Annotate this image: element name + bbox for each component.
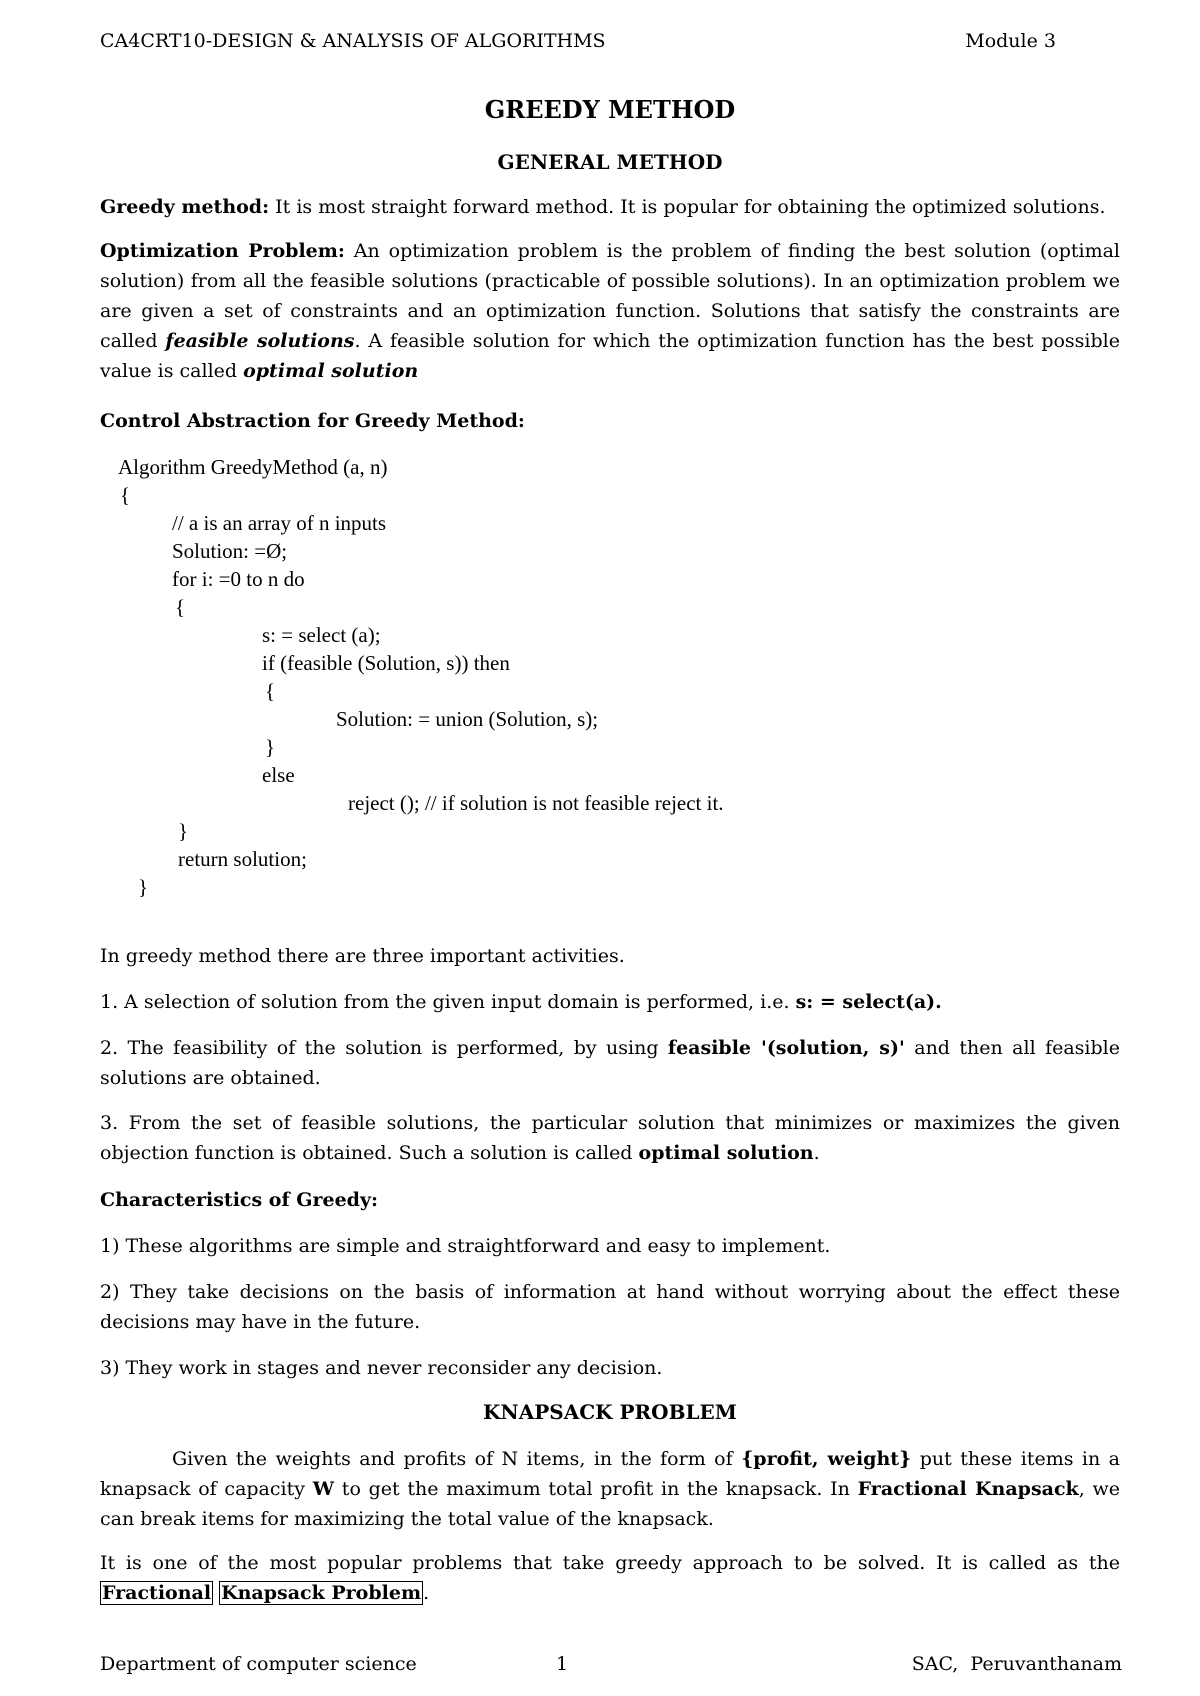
knapsack-p1-bold1: {profit, weight} [741, 1448, 912, 1470]
characteristic-3: 3) They work in stages and never reconsider any decision. [100, 1357, 663, 1379]
boxed-term-fractional: Fractional [102, 1582, 212, 1604]
activity-1-bold: s: = select(a). [795, 991, 942, 1013]
algo-line: s: = select (a); [262, 623, 381, 647]
algo-line: Solution: =Ø; [172, 539, 288, 563]
knapsack-p1-bold2: W [312, 1478, 335, 1500]
optimization-text2: . A feasible solution for which the optimization function has the best possible value is called [100, 330, 1120, 382]
activities-intro: In greedy method there are three important activities. [100, 945, 625, 967]
knapsack-p1-text3: to get the maximum total profit in the knapsack. In [334, 1478, 858, 1500]
characteristic-2: 2) They take decisions on the basis of information at hand without worrying about the effect these decisions may have in the future. [100, 1281, 1120, 1333]
knapsack-paragraph-2 [100, 1548, 1120, 1608]
greedy-label: Greedy method: [100, 196, 270, 218]
activity-1 [100, 987, 1120, 1017]
algo-line: { [120, 483, 131, 507]
activity-3-text2: . [813, 1142, 820, 1164]
footer-institution: SAC, Peruvanthanam [911, 1653, 1122, 1675]
knapsack-p1-bold3: Fractional Knapsack [857, 1478, 1079, 1500]
knapsack-p2-text: It is one of the most popular problems that take greedy approach to be solved. It is called as the [100, 1552, 1120, 1574]
algo-line: } [178, 819, 189, 843]
knapsack-paragraph-1 [100, 1444, 1120, 1534]
knapsack-p1-text1: Given the weights and profits of N items, in the form of [172, 1448, 742, 1470]
algo-line: } [138, 875, 149, 899]
knapsack-title: KNAPSACK PROBLEM [483, 1400, 737, 1424]
greedy-definition [100, 192, 1120, 222]
algo-line: } [265, 735, 276, 759]
algo-line: for i: =0 to n do [172, 567, 305, 591]
algo-line: // a is an array of n inputs [172, 511, 387, 535]
activity-3 [100, 1108, 1120, 1168]
characteristic-1: 1) These algorithms are simple and straightforward and easy to implement. [100, 1235, 831, 1257]
algo-line: reject (); // if solution is not feasible reject it. [348, 791, 724, 815]
activity-2-bold: feasible '(solution, s)' [667, 1037, 905, 1059]
optimization-text1: An optimization problem is the problem of finding the best solution (optimal solution) from all the feasible solutions (practicable of possible solutions). In an optimization problem we are given a set of constraints and an optimization function. Solutions that satisfy the constraints are called [100, 240, 1121, 352]
footer-department: Department of computer science [100, 1653, 417, 1675]
knapsack-p1-text4: , we can break items for maximizing the total value of the knapsack. [100, 1478, 1120, 1530]
section-title: GENERAL METHOD [497, 150, 723, 174]
knapsack-p2-end: . [423, 1582, 430, 1604]
header-course: CA4CRT10-DESIGN & ANALYSIS OF ALGORITHMS [100, 30, 606, 52]
optimal-solution-term: optimal solution [243, 360, 419, 382]
optimization-paragraph [100, 236, 1120, 386]
algo-line: else [262, 763, 295, 787]
algo-line: return solution; [178, 847, 307, 871]
activity-2 [100, 1033, 1120, 1093]
activity-3-bold: optimal solution [638, 1142, 814, 1164]
algorithm-figure [110, 455, 810, 915]
knapsack-p1-text2: put these items in a knapsack of capacity [100, 1448, 1120, 1500]
algo-line: if (feasible (Solution, s)) then [262, 651, 510, 675]
algo-line: { [265, 679, 276, 703]
activity-2-text1: 2. The feasibility of the solution is performed, by using [100, 1037, 668, 1059]
algo-line: Solution: = union (Solution, s); [336, 707, 599, 731]
greedy-text: It is most straight forward method. It is popular for obtaining the optimized solutions. [269, 196, 1106, 218]
characteristics-heading: Characteristics of Greedy: [100, 1189, 379, 1211]
optimization-label: Optimization Problem: [100, 240, 345, 262]
activity-1-text: 1. A selection of solution from the given input domain is performed, i.e. [100, 991, 796, 1013]
activity-3-text1: 3. From the set of feasible solutions, the particular solution that minimizes or maximizes the given objection function is obtained. Such a solution is called [100, 1112, 1120, 1164]
feasible-solutions-term: feasible solutions [165, 330, 355, 352]
algo-line: { [175, 595, 186, 619]
header-module: Module 3 [965, 30, 1056, 52]
boxed-term-knapsack-problem: Knapsack Problem [221, 1582, 422, 1604]
page-title: GREEDY METHOD [484, 95, 736, 124]
algo-line: Algorithm GreedyMethod (a, n) [118, 455, 388, 479]
control-abstraction-heading: Control Abstraction for Greedy Method: [100, 410, 525, 432]
activity-2-text2: and then all feasible solutions are obtained. [100, 1037, 1120, 1089]
footer-page-number: 1 [556, 1653, 569, 1675]
